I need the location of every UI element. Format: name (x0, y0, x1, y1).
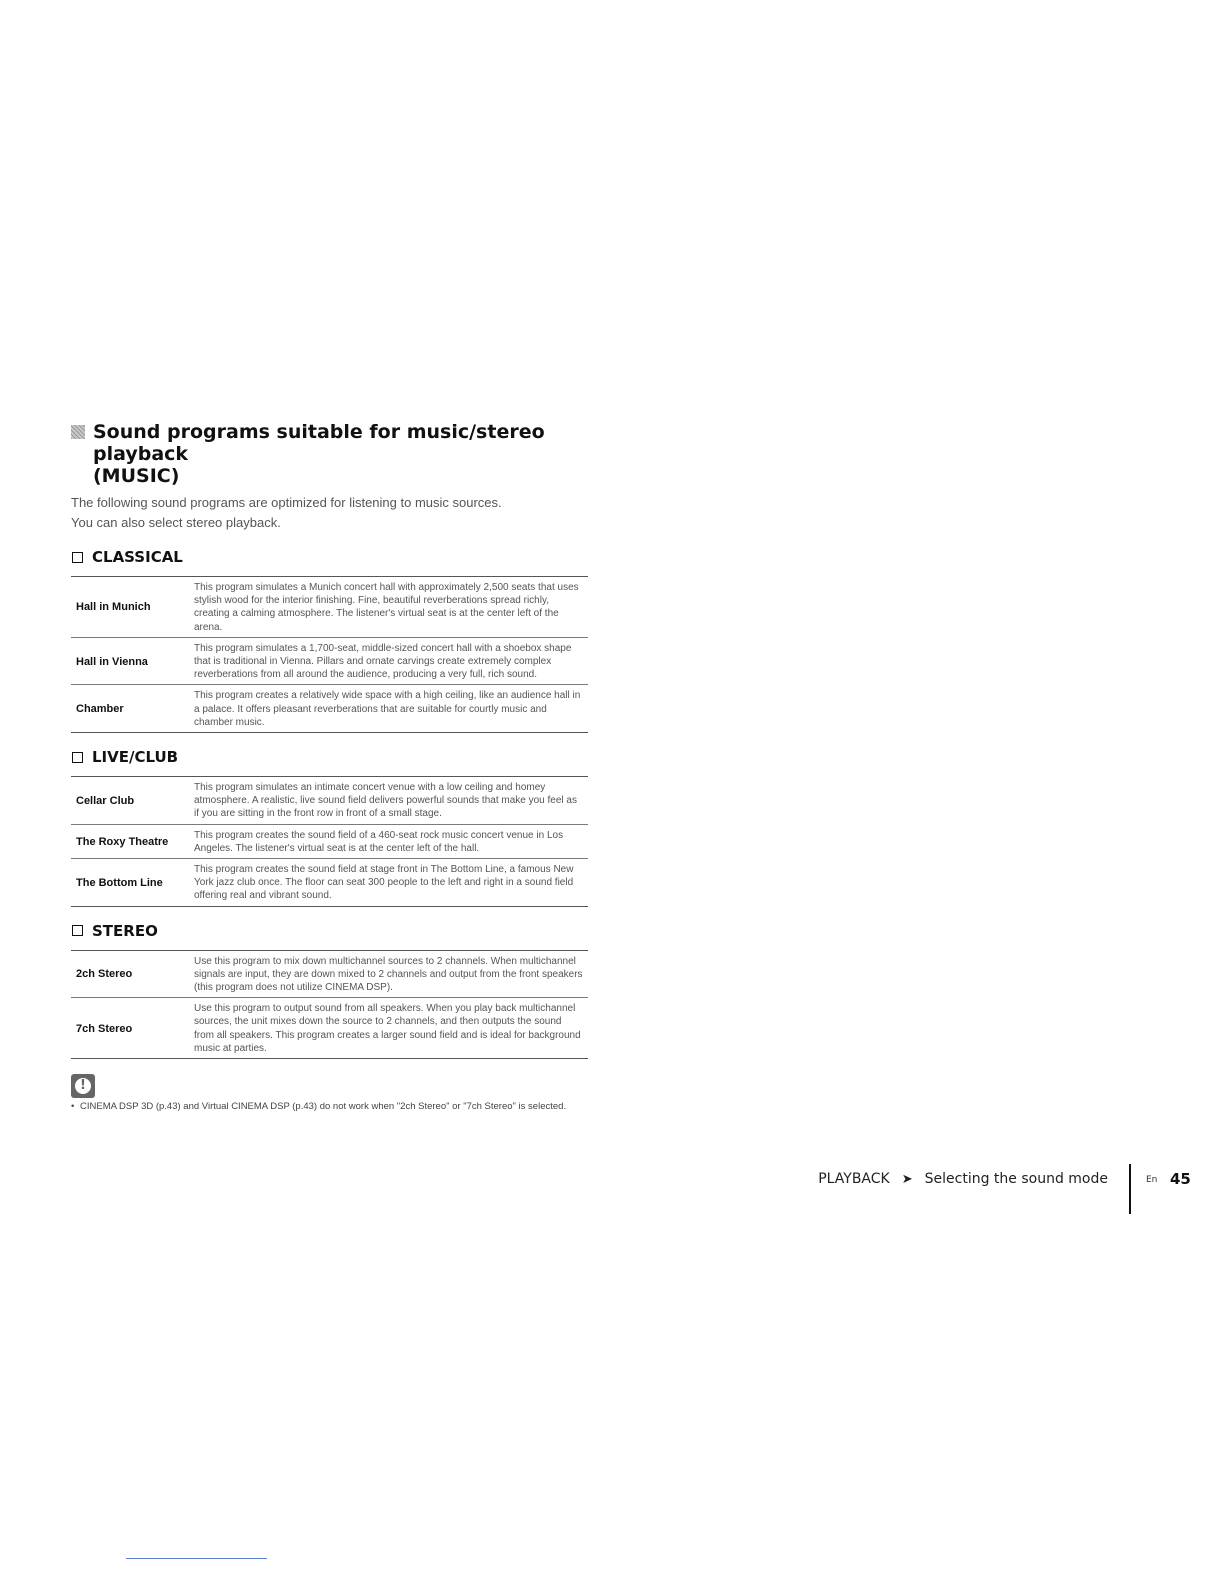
intro-line2: You can also select stereo playback. (71, 515, 281, 530)
note-text: CINEMA DSP 3D (p.43) and Virtual CINEMA DSP (p.43) do not work when "2ch Stereo" or "7ch Stereo" is selected. (80, 1101, 567, 1113)
program-name: 2ch Stereo (76, 968, 133, 981)
category-title: LIVE/CLUB (92, 748, 179, 767)
program-name: The Roxy Theatre (71, 824, 194, 858)
program-description: This program creates the sound field of a 460-seat rock music concert venue in Los Angeles. The listener's virtual seat is at the center left of the hall. (194, 824, 588, 858)
section-title-line1: Sound programs suitable for music/stereo playback (93, 421, 545, 465)
programs-table-live-club (71, 776, 588, 907)
page-number: 45 (1170, 1170, 1191, 1188)
page-footer (0, 1164, 1224, 1214)
table-row (71, 777, 588, 825)
section-title (71, 421, 588, 487)
note-bullet: • (71, 1101, 75, 1113)
footer-chapter: PLAYBACK (818, 1171, 890, 1187)
note (71, 1101, 588, 1113)
bottom-rule (126, 1558, 267, 1559)
table-row (71, 859, 588, 907)
checkbox-square-icon (72, 925, 83, 936)
program-description: Use this program to mix down multichannel sources to 2 channels. When multichannel signals are input, they are down mixed to 2 channels and output from the front speakers (this program does not utilize CINEMA DSP). (194, 955, 583, 994)
footer-topic: Selecting the sound mode (924, 1171, 1108, 1187)
program-description: Use this program to output sound from all speakers. When you play back multichannel sources, the unit mixes down the source to 2 channels, and then outputs the sound from all speakers. This program creates a larger sound field and is ideal for background music at parties. (194, 998, 588, 1059)
program-description: This program simulates a 1,700-seat, middle-sized concert hall with a shoebox shape that is traditional in Vienna. Pillars and ornate carvings create extremely complex reverberations from all around the audience, producing a very full, rich sound. (194, 637, 588, 685)
section-title-line2: (MUSIC) (93, 465, 180, 487)
program-name: Hall in Vienna (71, 637, 194, 685)
table-row (71, 950, 588, 998)
category-title: STEREO (92, 921, 158, 940)
program-name: 7ch Stereo (71, 998, 194, 1059)
table-row (71, 998, 588, 1059)
table-row (71, 577, 588, 638)
footer-language: En (1146, 1175, 1158, 1185)
section-square-icon (71, 425, 85, 439)
category-header-classical (71, 545, 588, 569)
category-header-live-club (71, 745, 588, 769)
checkbox-square-icon (72, 552, 83, 563)
section-intro (71, 493, 588, 533)
caution-icon (71, 1074, 95, 1098)
table-row (71, 824, 588, 858)
program-description: This program simulates an intimate concert venue with a low ceiling and homey atmosphere. A realistic, live sound field delivers powerful sounds that make you feel as if you are sitting in the front row in front of a small stage. (194, 782, 577, 820)
programs-table-stereo (71, 950, 588, 1059)
checkbox-square-icon (72, 752, 83, 763)
exclamation-icon: ! (75, 1078, 91, 1094)
program-name: Hall in Munich (76, 601, 151, 614)
program-name: The Bottom Line (71, 859, 194, 907)
category-title: CLASSICAL (92, 548, 183, 566)
table-row (71, 637, 588, 685)
program-description: This program creates a relatively wide space with a high ceiling, like an audience hall in a palace. It offers pleasant reverberations that are suitable for courtly music and chamber music. (194, 685, 588, 733)
intro-line1: The following sound programs are optimized for listening to music sources. (71, 495, 502, 510)
table-row (71, 685, 588, 733)
main-content (71, 421, 588, 1113)
programs-table-classical (71, 576, 588, 733)
category-header-stereo (71, 919, 588, 943)
footer-divider (1129, 1164, 1131, 1214)
program-description: This program simulates a Munich concert hall with approximately 2,500 seats that uses stylish wood for the interior finishing. Fine, beautiful reverberations spread richly, creating a calming atmosphere. The listener's virtual seat is at the center left of the arena. (194, 582, 579, 633)
footer-breadcrumb (818, 1171, 1108, 1187)
program-name: Cellar Club (76, 794, 135, 807)
program-name: Chamber (71, 685, 194, 733)
arrow-right-icon: ➤ (901, 1172, 913, 1187)
program-description: This program creates the sound field at stage front in The Bottom Line, a famous New York jazz club once. The floor can seat 300 people to the left and right in a sound field offering real and vibrant sound. (194, 859, 588, 907)
